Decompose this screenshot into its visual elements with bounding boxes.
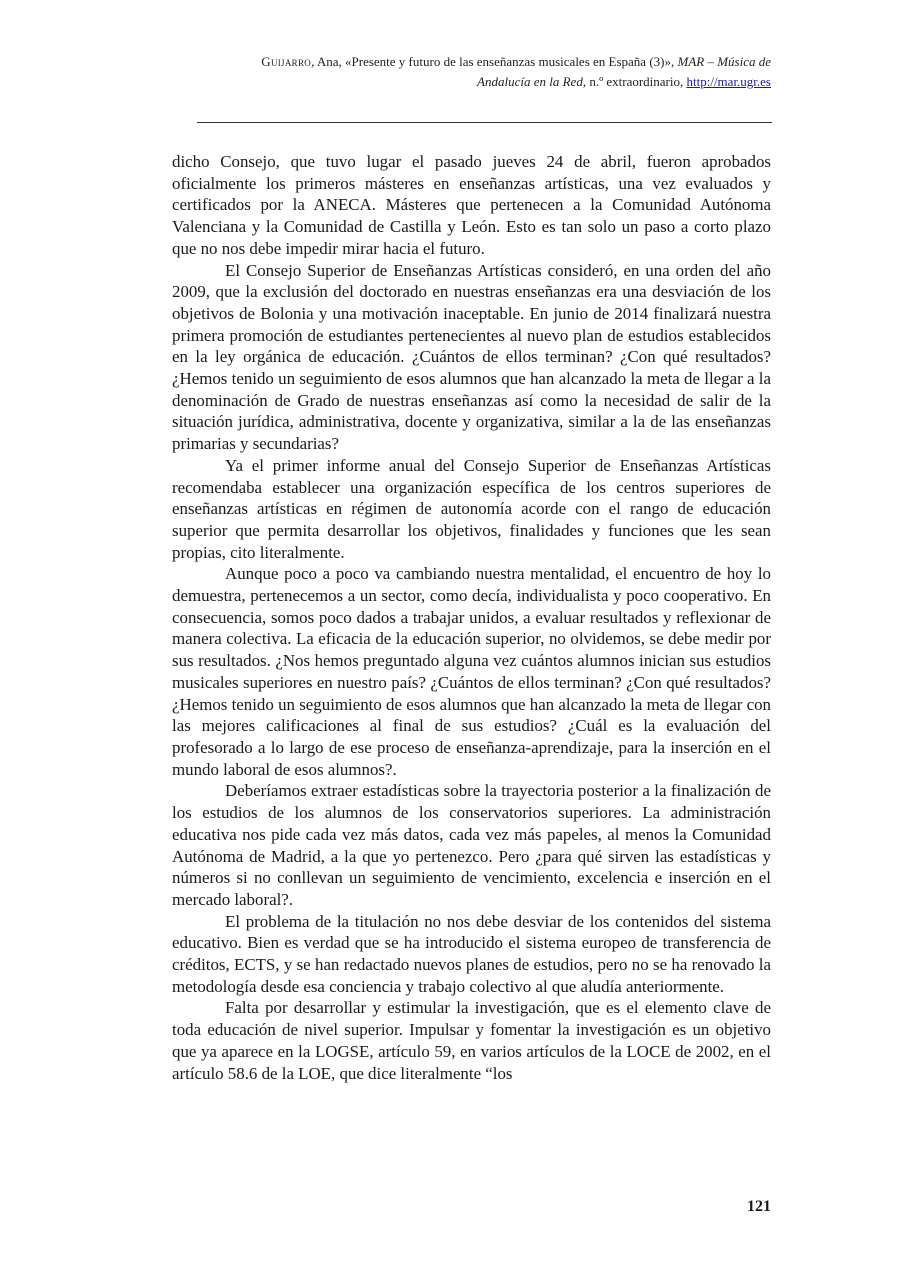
header-divider: [197, 122, 772, 123]
paragraph: Falta por desarrollar y estimular la investigación, que es el elemento clave de toda educación de nivel superior. Impulsar y fomentar la investigación es un objetivo que ya aparece en la LOGSE, artículo 59, en varios artículos de la LOCE de 2002, en el artículo 58.6 de la LOE, que dice literalmente “los: [172, 998, 771, 1083]
header-journal-subtitle: Andalucía en la Red: [477, 74, 583, 89]
article-body: [172, 151, 771, 1084]
paragraph: Ya el primer informe anual del Consejo Superior de Enseñanzas Artísticas recomendaba establecer una organización específica de los centros superiores de enseñanzas artísticas en régimen de autonomía acorde con el rango de educación superior que permita desarrollar los objetivos, finalidades y funciones que les sean propias, cito literalmente.: [172, 455, 771, 562]
header-author-surname: Guijarro: [261, 54, 312, 69]
paragraph: El problema de la titulación no nos debe desviar de los contenidos del sistema educativo. Bien es verdad que se ha introducido el sistema europeo de transferencia de créditos, ECTS, y se han redactado nuevos planes de estudios, pero no se ha renovado la metodología desde esa conciencia y trabajo colectivo al que aludía anteriormente.: [172, 911, 771, 996]
running-header: [172, 52, 771, 92]
header-journal-link[interactable]: http://mar.ugr.es: [686, 74, 771, 89]
header-journal-title: MAR – Música de: [677, 54, 771, 69]
paragraph: El Consejo Superior de Enseñanzas Artísticas consideró, en una orden del año 2009, que la exclusión del doctorado en nuestras enseñanzas era una desviación de los objetivos de Bolonia y una motivación inaceptable. En junio de 2014 finalizará nuestra primera promoción de estudiantes pertenecientes al nuevo plan de estudios establecidos en la ley orgánica de educación. ¿Cuántos de ellos terminan? ¿Con qué resultados? ¿Hemos tenido un seguimiento de esos alumnos que han alcanzado la meta de llegar a la denominación de Grado de nuestras enseñanzas así como la necesidad de salir de la situación jurídica, administrativa, docente y organizativa, similar a la de las enseñanzas primarias y secundarias?: [172, 260, 771, 454]
header-issue: , n.º extraordinario,: [582, 74, 687, 89]
paragraph: Aunque poco a poco va cambiando nuestra mentalidad, el encuentro de hoy lo demuestra, pertenecemos a un sector, como decía, individualista y poco cooperativo. En consecuencia, somos poco dados a trabajar unidos, a evaluar resultados y reflexionar de manera colectiva. La eficacia de la educación superior, no olvidemos, se debe medir por sus resultados. ¿Nos hemos preguntado alguna vez cuántos alumnos inician sus estudios musicales superiores en nuestro país? ¿Cuántos de ellos terminan? ¿Con qué resultados? ¿Hemos tenido un seguimiento de esos alumnos que han alcanzado la meta de llegar con las mejores calificaciones al final de sus estudios? ¿Cuál es la evaluación del profesorado a lo largo de ese proceso de enseñanza-aprendizaje, para la inserción en el mundo laboral de esos alumnos?.: [172, 564, 771, 779]
paragraph: Deberíamos extraer estadísticas sobre la trayectoria posterior a la finalización de los estudios de los alumnos de los conservatorios superiores. La administración educativa nos pide cada vez más datos, cada vez más papeles, al menos la Comunidad Autónoma de Madrid, a la que yo pertenezco. Pero ¿para qué sirven las estadísticas y números si no conllevan un seguimiento de vencimiento, excelencia e inserción en el mercado laboral?.: [172, 781, 771, 909]
page-number: 121: [747, 1198, 771, 1215]
header-citation: , Ana, «Presente y futuro de las enseñanzas musicales en España (3)»,: [311, 54, 678, 69]
paragraph: dicho Consejo, que tuvo lugar el pasado jueves 24 de abril, fueron aprobados oficialmente los primeros másteres en enseñanzas artísticas, una vez evaluados y certificados por la ANECA. Másteres que pertenecen a la Comunidad Autónoma Valenciana y la Comunidad de Castilla y León. Esto es tan solo un paso a corto plazo que no nos debe impedir mirar hacia el futuro.: [172, 152, 771, 258]
